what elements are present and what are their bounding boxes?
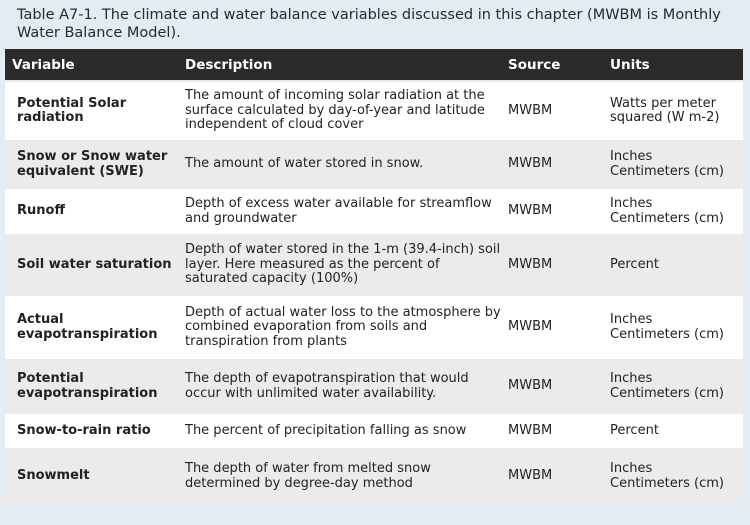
cell-variable: Potential evapotranspiration [5,361,185,412]
header-variable: Variable [12,56,75,73]
table-row [5,296,743,359]
cell-units [610,414,743,448]
cell-variable: Snow or Snow water equivalent (SWE) [5,142,185,187]
cell-description: Depth of excess water available for streamflow and groundwater [185,189,508,234]
table-row [5,450,743,503]
table-header-row [5,49,743,80]
cell-description: The amount of water stored in snow. [185,142,508,187]
cell-source: MWBM [508,450,610,503]
cell-source: MWBM [508,361,610,412]
cell-units [610,450,743,503]
cell-description: The depth of evapotranspiration that would occur with unlimited water availability. [185,361,508,412]
unit-line: Inches [610,149,653,164]
table-row [5,82,743,140]
cell-variable: Soil water saturation [5,236,185,294]
cell-description: The amount of incoming solar radiation at the surface calculated by day-of-year and latitude independent of cloud cover [185,82,508,140]
unit-line: Percent [610,422,659,438]
cell-variable: Snowmelt [5,450,185,503]
unit-line: Centimeters (cm) [610,326,724,342]
cell-source: MWBM [508,236,610,294]
cell-units [610,296,743,359]
unit-line: Inches [610,461,653,476]
cell-units [610,142,743,187]
unit-line: Watts per meter squared (W m-2) [610,95,720,125]
cell-source: MWBM [508,82,610,140]
unit-line: Inches [610,196,653,211]
unit-line: Centimeters (cm) [610,210,724,226]
cell-description: The percent of precipitation falling as snow [185,414,508,448]
cell-variable: Runoff [5,189,185,234]
table-row [5,142,743,187]
table-row [5,414,743,448]
table-row [5,361,743,412]
cell-description: Depth of water stored in the 1-m (39.4-inch) soil layer. Here measured as the percent of saturated capacity (100%) [185,236,508,294]
unit-line: Centimeters (cm) [610,475,724,491]
unit-line: Centimeters (cm) [610,385,724,401]
variables-table [5,47,743,505]
header-source: Source [508,56,561,73]
cell-variable: Actual evapotranspiration [5,296,185,359]
cell-source: MWBM [508,296,610,359]
cell-units [610,236,743,294]
cell-source: MWBM [508,414,610,448]
cell-variable: Snow-to-rain ratio [5,414,185,448]
table-row [5,236,743,294]
table-caption: Table A7-1. The climate and water balance variables discussed in this chapter (MWBM is Monthly Water Balance Model). [17,7,721,41]
cell-units [610,82,743,140]
table-row [5,189,743,234]
header-description: Description [185,56,273,73]
unit-line: Percent [610,256,659,272]
cell-variable: Potential Solar radiation [5,82,185,140]
cell-description: Depth of actual water loss to the atmosphere by combined evaporation from soils and transpiration from plants [185,296,508,359]
cell-source: MWBM [508,142,610,187]
cell-units [610,189,743,234]
unit-line: Inches [610,371,653,386]
unit-line: Inches [610,312,653,327]
unit-line: Centimeters (cm) [610,163,724,179]
cell-description: The depth of water from melted snow determined by degree-day method [185,450,508,503]
header-units: Units [610,56,650,73]
cell-source: MWBM [508,189,610,234]
cell-units [610,361,743,412]
